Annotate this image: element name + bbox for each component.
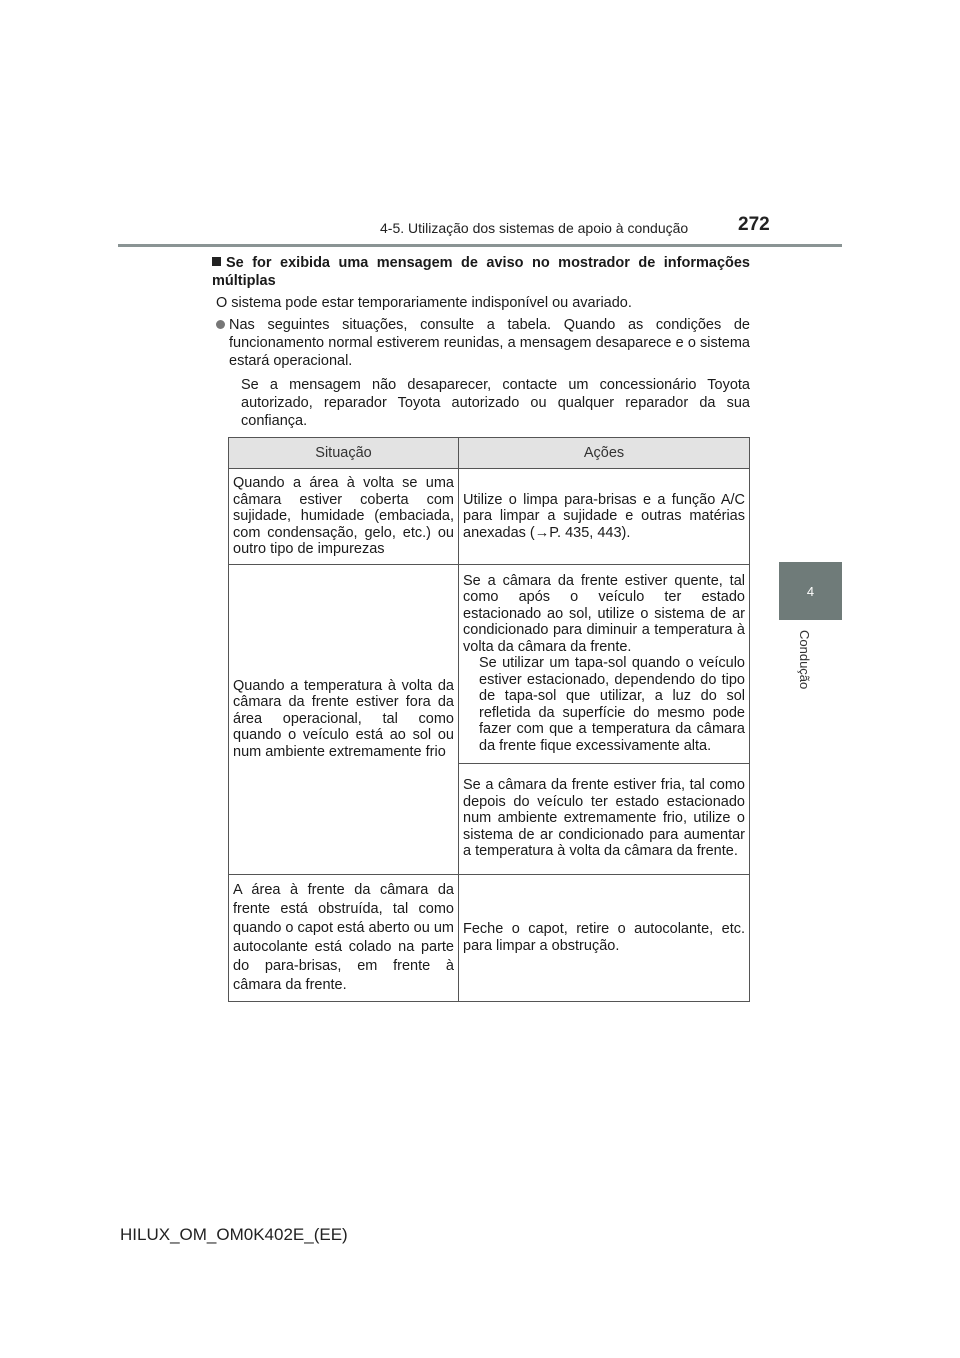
header-divider (118, 244, 842, 247)
column-header-situation: Situação (229, 438, 459, 469)
note-paragraph: Se a mensagem não desaparecer, contacte um concessionário Toyota autorizado, reparador Toyota autorizado ou qualquer reparador da sua confiança. (241, 377, 750, 429)
chapter-label: Condução (797, 630, 812, 690)
square-bullet-icon (212, 257, 221, 266)
round-bullet-icon (216, 320, 225, 329)
action-text: Se a câmara da frente estiver quente, tal como após o veículo ter estado estacionado ao sol, utilize o sistema de ar condicionado para diminuir a temperatura à volta da câmara da frente. (463, 572, 745, 655)
chapter-tab[interactable] (779, 562, 842, 620)
subsection-heading (212, 254, 750, 290)
action-cell: Utilize o limpa para-brisas e a função A/C para limpar a sujidade e outras matérias anexadas (→P. 435, 443). (459, 469, 750, 565)
heading-text: Se for exibida uma mensagem de aviso no mostrador de informações múltiplas (212, 255, 750, 289)
chapter-number: 4 (806, 583, 815, 599)
column-header-actions: Ações (459, 438, 750, 469)
table-row (229, 874, 750, 1001)
action-note: Se utilizar um tapa-sol quando o veículo estiver estacionado, dependendo do tipo de tapa-sol que utilizar, a luz do sol refletida da superfície do mesmo pode fazer com que a temperatura da câmara da frente fique excessivamente alta. (479, 655, 745, 754)
table-row (229, 564, 750, 763)
table-row (229, 469, 750, 565)
action-cell (459, 564, 750, 763)
situation-cell: Quando a área à volta se uma câmara estiver coberta com sujidade, humidade (embaciada, com condensação, gelo, etc.) ou outro tipo de impurezas (229, 469, 459, 565)
bullet-text: Nas seguintes situações, consulte a tabela. Quando as condições de funcionamento normal estiverem reunidas, a mensagem desaparece e o sistema estará operacional. (229, 317, 750, 369)
action-cell: Se a câmara da frente estiver fria, tal como depois do veículo ter estado estacionado num ambiente extremamente frio, utilize o sistema de ar condicionado para aumentar a temperatura à volta da câmara da frente. (459, 763, 750, 874)
situation-cell: A área à frente da câmara da frente está obstruída, tal como quando o capot está aberto ou um autocolante está colado na parte do para-brisas, em frente à câmara da frente. (229, 874, 459, 1001)
document-code: HILUX_OM_OM0K402E_(EE) (120, 1225, 348, 1244)
action-cell: Feche o capot, retire o autocolante, etc. para limpar a obstrução. (459, 874, 750, 1001)
main-content (212, 254, 750, 430)
situation-cell: Quando a temperatura à volta da câmara da frente estiver fora da área operacional, tal como quando o veículo está ao sol ou num ambiente extremamente frio (229, 564, 459, 874)
section-title: 4-5. Utilização dos sistemas de apoio à condução (380, 220, 689, 236)
intro-paragraph: O sistema pode estar temporariamente indisponível ou avariado. (216, 295, 632, 311)
situation-action-table (228, 437, 750, 1002)
page-number: 272 (738, 214, 770, 235)
bullet-item (216, 316, 750, 370)
table-header-row (229, 438, 750, 469)
